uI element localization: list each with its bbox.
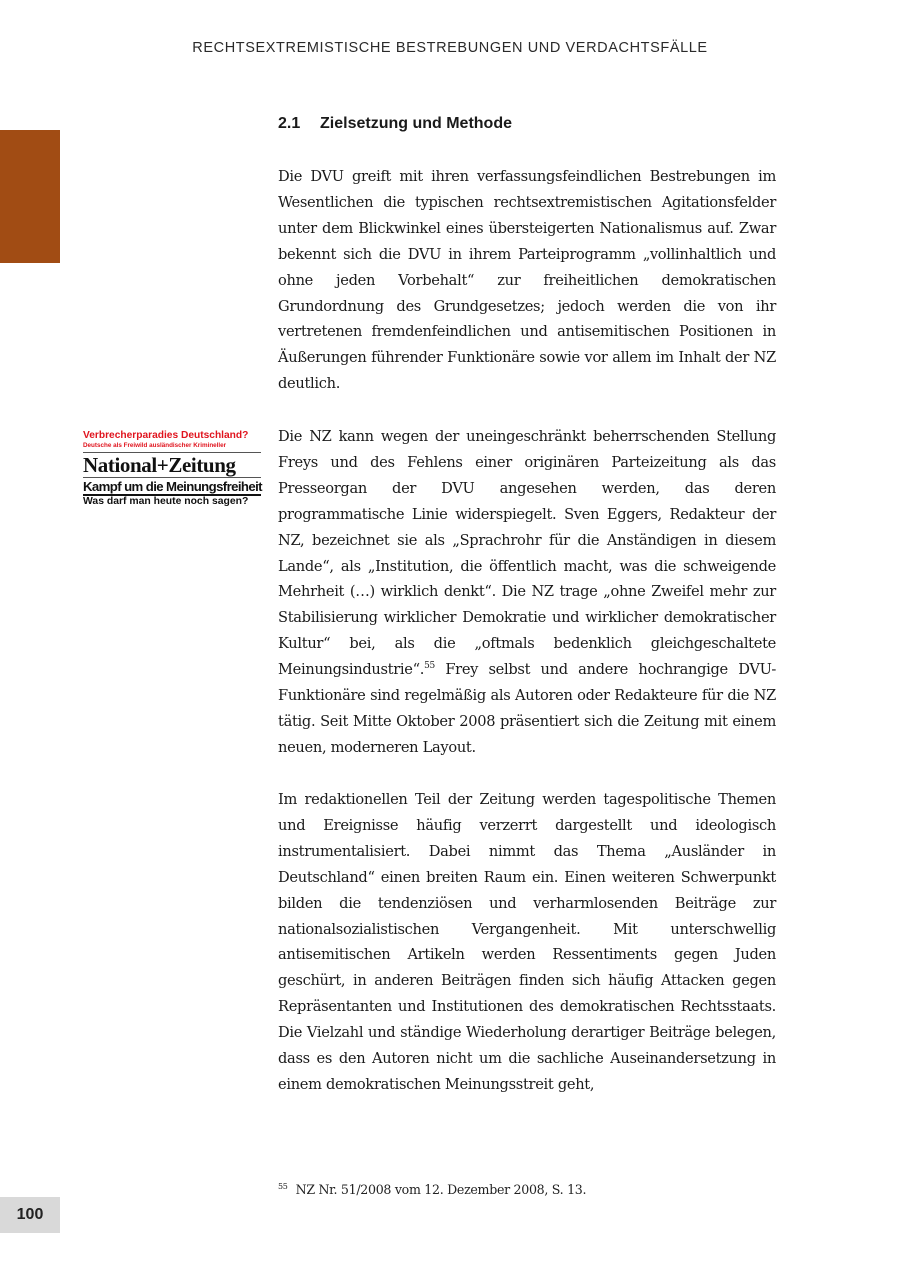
section-title: Zielsetzung und Methode (320, 115, 512, 132)
masthead-headline: Verbrecherparadies Deutschland? (83, 430, 249, 441)
footnote-number: 55 (278, 1181, 288, 1191)
footnote-text: NZ Nr. 51/2008 vom 12. Dezember 2008, S. 13. (295, 1182, 587, 1197)
running-header: RECHTSEXTREMISTISCHE BESTREBUNGEN UND VERDACHTSFÄLLE (192, 40, 708, 56)
masthead-tagline: Was darf man heute noch sagen? (83, 496, 249, 508)
footnote (278, 1182, 586, 1197)
section-number: 2.1 (278, 115, 301, 132)
chapter-side-tab (0, 130, 60, 263)
masthead-title: National+Zeitung (83, 452, 261, 478)
masthead-subheadline: Deutsche als Freiwild ausländischer Krimineller (83, 441, 227, 449)
paragraph-1: Die DVU greift mit ihren verfassungsfeindlichen Bestrebungen im Wesentlichen die typischen rechtsextremistischen Agitationsfelder unter dem Blickwinkel eines übersteigerten Nationalismus auf. Zwar bekennt sich die DVU in ihrem Parteiprogramm „vollinhaltlich und ohne jeden Vorbehalt“ zur freiheitlichen demokratischen Grundordnung des Grundgesetzes; jedoch werden die von ihr vertretenen fremdenfeindlichen und antisemitischen Positionen in Äußerungen führender Funktionäre sowie vor allem im Inhalt der NZ deutlich. (278, 168, 776, 393)
section-heading (278, 115, 512, 133)
newspaper-masthead-image (83, 431, 261, 508)
paragraph-2-text-continued: Frey selbst und andere hochrangige DVU-Funktionäre sind regelmäßig als Autoren oder Redakteure für die NZ tätig. Seit Mitte Oktober 2008 präsentiert sich die Zeitung mit einem neuen, moderneren Layout. (278, 661, 776, 756)
masthead-slogan: Kampf um die Meinungsfreiheit (83, 479, 262, 495)
page-number: 100 (0, 1197, 60, 1233)
paragraph-2-text: Die NZ kann wegen der uneingeschränkt beherrschenden Stellung Freys und des Fehlens einer originären Parteizeitung als das Presseorgan der DVU angesehen werden, das deren programmatische Linie widerspiegelt. Sven Eggers, Redakteur der NZ, bezeichnet sie als „Sprachrohr für die Anständigen in diesem Lande“, als „Institution, die öffentlich macht, was die schweigende Mehrheit (…) wirklich denkt“. Die NZ trage „ohne Zweifel mehr zur Stabilisierung wirklicher Demokratie und wirklicher demokratischer Kultur“ bei, als die „oftmals bedenklich gleichgeschaltete Meinungsindustrie“. (278, 428, 776, 679)
paragraph-2 (278, 424, 776, 761)
footnote-reference[interactable]: 55 (424, 661, 435, 672)
paragraph-3: Im redaktionellen Teil der Zeitung werden tagespolitische Themen und Ereignisse häufig verzerrt dargestellt und ideologisch instrumentalisiert. Dabei nimmt das Thema „Ausländer in Deutschland“ einen breiten Raum ein. Einen weiteren Schwerpunkt bilden die tendenziösen und verharmlosenden Beiträge zur nationalsozialistischen Vergangenheit. Mit unterschwellig antisemitischen Artikeln werden Ressentiments gegen Juden geschürt, in anderen Beiträgen finden sich häufig Attacken gegen Repräsentanten und Institutionen des demokratischen Rechtsstaats. Die Vielzahl und ständige Wiederholung derartiger Beiträge belegen, dass es den Autoren nicht um die sachliche Auseinandersetzung in einem demokratischen Meinungsstreit geht, (278, 791, 776, 1093)
